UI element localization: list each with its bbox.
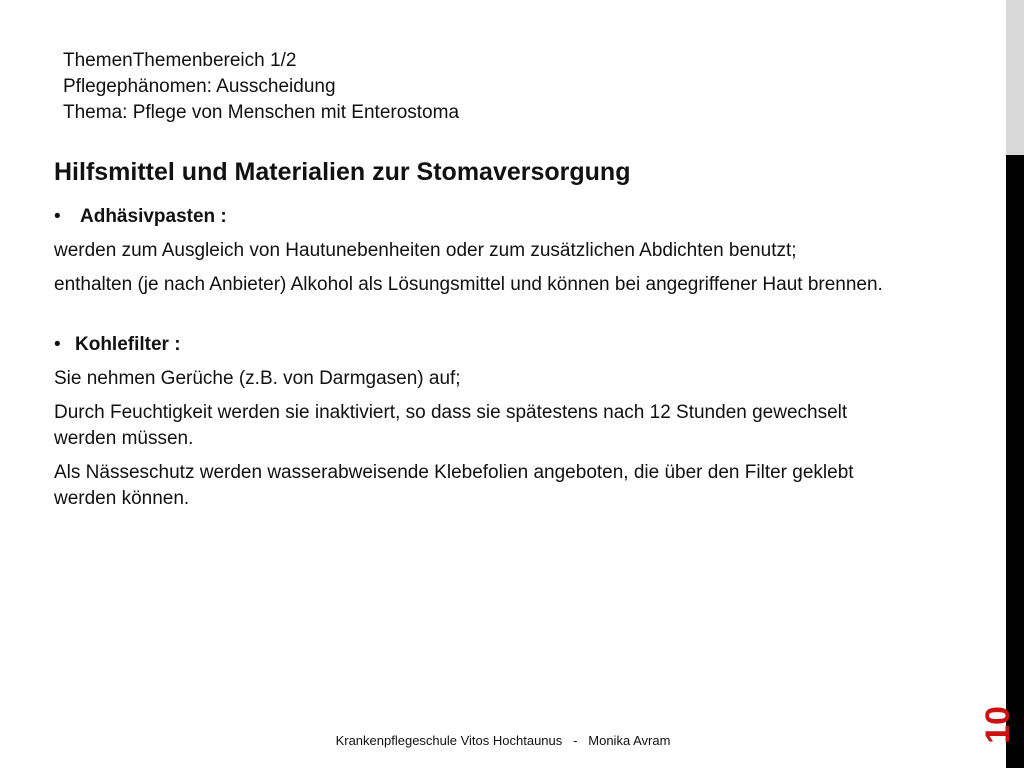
- slide-header: [63, 48, 459, 126]
- header-line-theme: Thema: Pflege von Menschen mit Enterostoma: [63, 102, 460, 123]
- paragraph: enthalten (je nach Anbieter) Alkohol als Lösungsmittel und können bei angegriffener Haut brennen.: [54, 274, 883, 295]
- spacer: [54, 298, 914, 318]
- bullet-adhaesivpasten: [54, 204, 914, 230]
- slide-number: 10: [978, 706, 1017, 744]
- bullet-dot-icon: •: [54, 334, 61, 355]
- section-title: Hilfsmittel und Materialien zur Stomaversorgung: [54, 158, 631, 186]
- side-black-bar: [1006, 155, 1024, 768]
- header-line-phenomenon: Pflegephänomen: Ausscheidung: [63, 76, 336, 97]
- top-gray-bar: [1006, 0, 1024, 155]
- paragraph: werden zum Ausgleich von Hautunebenheiten oder zum zusätzlichen Abdichten benutzt;: [54, 240, 797, 261]
- bullet-kohlefilter: [54, 332, 914, 358]
- paragraph: Durch Feuchtigkeit werden sie inaktiviert, so dass sie spätestens nach 12 Stunden gewechselt werden müssen.: [54, 402, 848, 449]
- slide-footer: Krankenpflegeschule Vitos Hochtaunus - Monika Avram: [335, 733, 671, 748]
- paragraph: Als Nässeschutz werden wasserabweisende Klebefolien angeboten, die über den Filter geklebt werden können.: [54, 462, 854, 509]
- header-line-topic-area: ThemenThemenbereich 1/2: [63, 50, 297, 71]
- paragraph: Sie nehmen Gerüche (z.B. von Darmgasen) auf;: [54, 368, 461, 389]
- bullet-dot-icon: •: [54, 206, 61, 227]
- bullet-label: Kohlefilter :: [75, 334, 181, 355]
- bullet-label: Adhäsivpasten :: [80, 206, 227, 227]
- slide-content: [54, 154, 914, 512]
